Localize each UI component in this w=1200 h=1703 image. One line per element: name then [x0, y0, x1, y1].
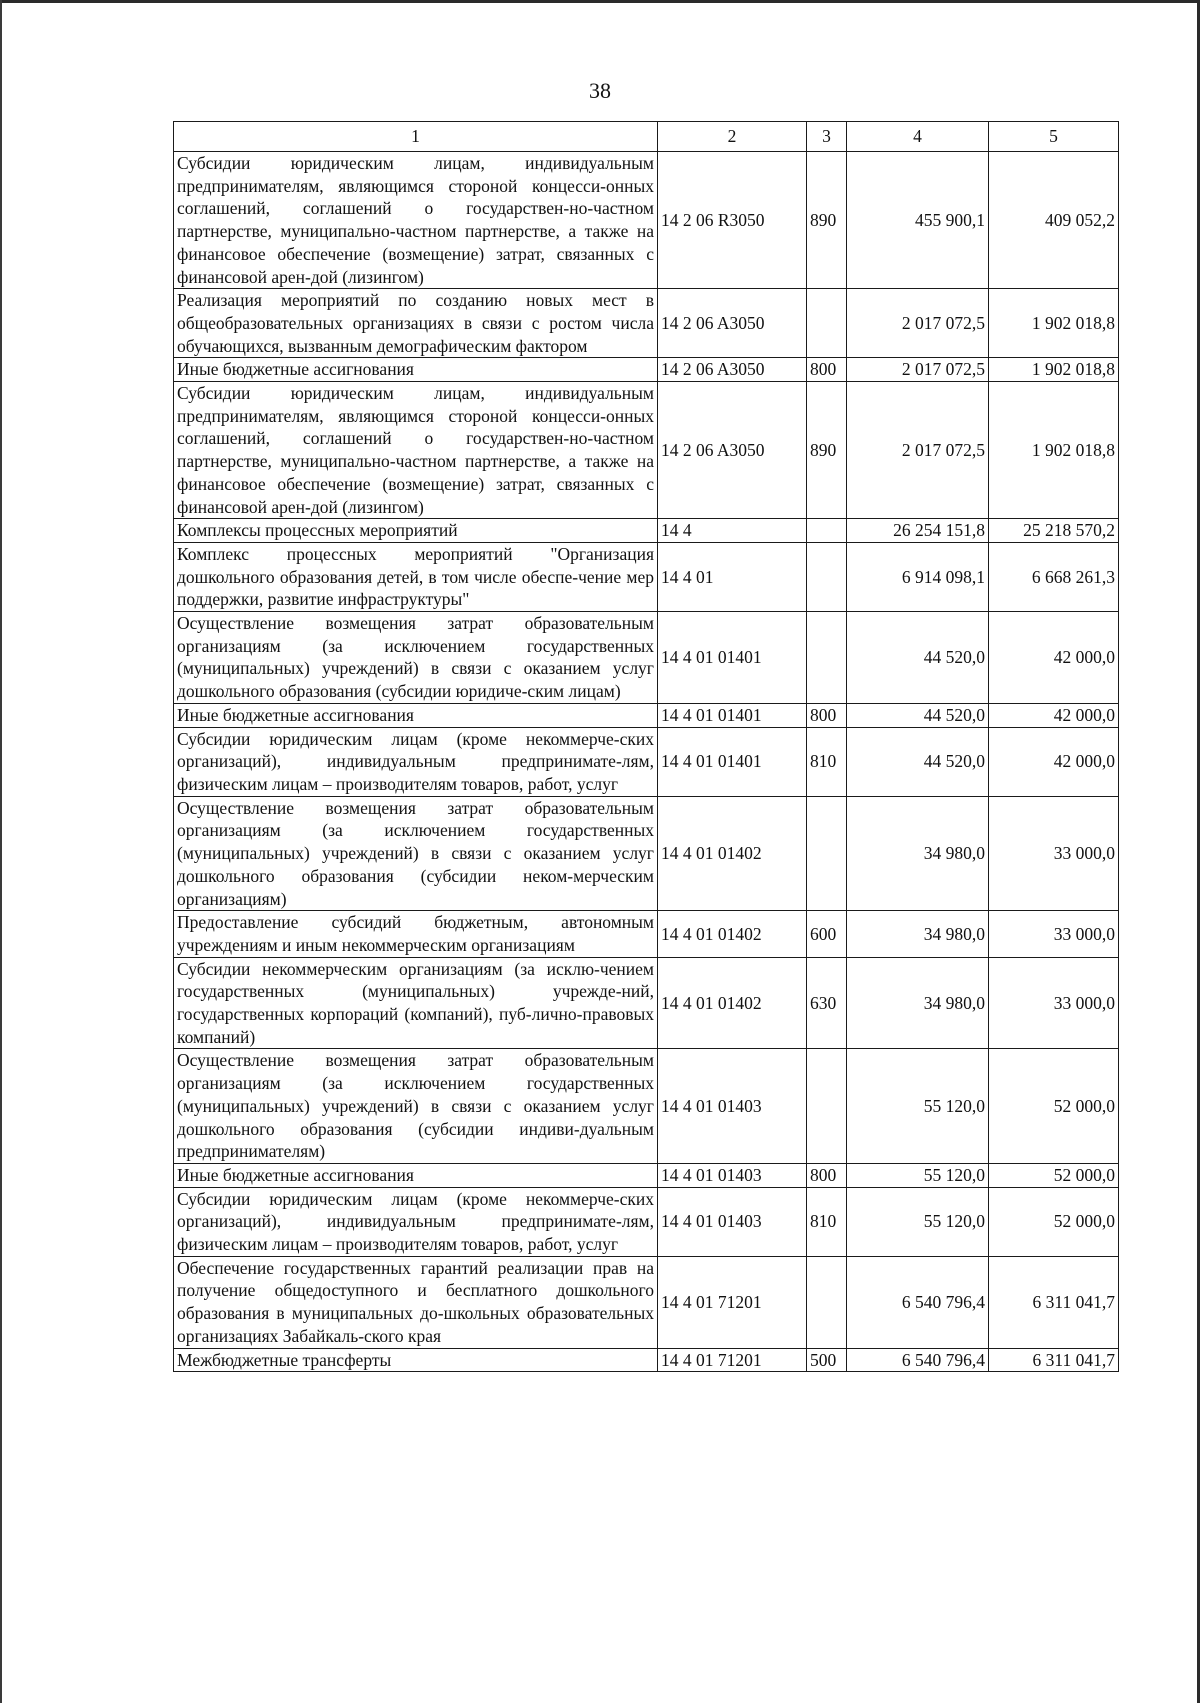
- row-expense-type: [807, 519, 847, 543]
- budget-table: [173, 121, 1119, 1372]
- table-row: [174, 1163, 1119, 1187]
- page-edge: [0, 0, 1200, 3]
- table-row: [174, 289, 1119, 358]
- row-code: 14 4: [658, 519, 807, 543]
- row-expense-type: 810: [807, 1187, 847, 1256]
- row-expense-type: [807, 542, 847, 611]
- table-row: [174, 1348, 1119, 1372]
- row-name: Осуществление возмещения затрат образовательным организациям (за исключением государственных (муниципальных) учреждений) в связи с оказанием услуг дошкольного образования (субсидии юридиче-ским лицам): [174, 612, 658, 704]
- table-row: [174, 1256, 1119, 1348]
- column-header: 2: [658, 122, 807, 152]
- row-value-year-2: 6 311 041,7: [989, 1348, 1119, 1372]
- row-name: Иные бюджетные ассигнования: [174, 1163, 658, 1187]
- row-code: 14 4 01 01403: [658, 1187, 807, 1256]
- row-value-year-1: 6 540 796,4: [847, 1256, 989, 1348]
- row-name: Комплекс процессных мероприятий "Организация дошкольного образования детей, в том числе обеспе-чение мер поддержки, развитие инфраструктуры": [174, 542, 658, 611]
- row-code: 14 4 01 01402: [658, 911, 807, 957]
- row-name: Субсидии юридическим лицам (кроме некоммерче-ских организаций), индивидуальным предпринимате-лям, физическим лицам – производителям товаров, работ, услуг: [174, 1187, 658, 1256]
- table-body: [174, 152, 1119, 1372]
- row-expense-type: 890: [807, 152, 847, 289]
- row-expense-type: [807, 1256, 847, 1348]
- row-expense-type: 600: [807, 911, 847, 957]
- row-name: Субсидии юридическим лицам, индивидуальным предпринимателям, являющимся стороной концесси-онных соглашений, соглашений о государствен-но-частном партнерстве, муниципально-частном партнерстве, а также на финансовое обеспечение (возмещение) затрат, связанных с финансовой арен-дой (лизингом): [174, 382, 658, 519]
- row-code: 14 4 01 01403: [658, 1049, 807, 1164]
- row-value-year-1: 2 017 072,5: [847, 358, 989, 382]
- table-row: [174, 382, 1119, 519]
- page-edge: [0, 0, 2, 1703]
- table-row: [174, 152, 1119, 289]
- row-code: 14 4 01 01401: [658, 727, 807, 796]
- row-value-year-2: 33 000,0: [989, 911, 1119, 957]
- row-value-year-1: 44 520,0: [847, 703, 989, 727]
- row-value-year-2: 6 668 261,3: [989, 542, 1119, 611]
- row-value-year-2: 42 000,0: [989, 727, 1119, 796]
- row-value-year-1: 55 120,0: [847, 1049, 989, 1164]
- row-value-year-2: 1 902 018,8: [989, 289, 1119, 358]
- table-header-row: [174, 122, 1119, 152]
- row-value-year-2: 42 000,0: [989, 612, 1119, 704]
- table-row: [174, 1187, 1119, 1256]
- row-name: Субсидии юридическим лицам (кроме некоммерче-ских организаций), индивидуальным предпринимате-лям, физическим лицам – производителям товаров, работ, услуг: [174, 727, 658, 796]
- row-code: 14 4 01 01402: [658, 957, 807, 1049]
- row-name: Субсидии юридическим лицам, индивидуальным предпринимателям, являющимся стороной концесси-онных соглашений, соглашений о государствен-но-частном партнерстве, муниципально-частном партнерстве, а также на финансовое обеспечение (возмещение) затрат, связанных с финансовой арен-дой (лизингом): [174, 152, 658, 289]
- column-header: 5: [989, 122, 1119, 152]
- row-expense-type: [807, 1049, 847, 1164]
- table-row: [174, 519, 1119, 543]
- row-name: Осуществление возмещения затрат образовательным организациям (за исключением государственных (муниципальных) учреждений) в связи с оказанием услуг дошкольного образования (субсидии индиви-дуальным предпринимателям): [174, 1049, 658, 1164]
- row-value-year-1: 6 914 098,1: [847, 542, 989, 611]
- column-header: 1: [174, 122, 658, 152]
- row-name: Субсидии некоммерческим организациям (за исклю-чением государственных (муниципальных) учрежде-ний, государственных корпораций (компаний), пуб-лично-правовых компаний): [174, 957, 658, 1049]
- row-code: 14 4 01 71201: [658, 1348, 807, 1372]
- row-value-year-2: 1 902 018,8: [989, 382, 1119, 519]
- row-code: 14 4 01 01402: [658, 796, 807, 911]
- table-row: [174, 1049, 1119, 1164]
- row-value-year-2: 25 218 570,2: [989, 519, 1119, 543]
- row-value-year-1: 55 120,0: [847, 1163, 989, 1187]
- row-expense-type: 810: [807, 727, 847, 796]
- row-value-year-1: 455 900,1: [847, 152, 989, 289]
- row-value-year-1: 34 980,0: [847, 911, 989, 957]
- row-value-year-2: 42 000,0: [989, 703, 1119, 727]
- table-row: [174, 358, 1119, 382]
- row-value-year-2: 52 000,0: [989, 1163, 1119, 1187]
- row-name: Иные бюджетные ассигнования: [174, 358, 658, 382]
- row-code: 14 2 06 R3050: [658, 152, 807, 289]
- row-value-year-1: 2 017 072,5: [847, 289, 989, 358]
- row-code: 14 4 01 01401: [658, 612, 807, 704]
- table-row: [174, 703, 1119, 727]
- table-row: [174, 796, 1119, 911]
- table-row: [174, 727, 1119, 796]
- row-expense-type: 890: [807, 382, 847, 519]
- row-code: 14 4 01: [658, 542, 807, 611]
- row-value-year-2: 52 000,0: [989, 1187, 1119, 1256]
- row-value-year-2: 6 311 041,7: [989, 1256, 1119, 1348]
- row-code: 14 4 01 71201: [658, 1256, 807, 1348]
- row-value-year-2: 33 000,0: [989, 957, 1119, 1049]
- row-code: 14 4 01 01403: [658, 1163, 807, 1187]
- row-value-year-1: 34 980,0: [847, 796, 989, 911]
- table-row: [174, 911, 1119, 957]
- row-value-year-1: 26 254 151,8: [847, 519, 989, 543]
- row-expense-type: [807, 612, 847, 704]
- row-value-year-1: 6 540 796,4: [847, 1348, 989, 1372]
- row-expense-type: 800: [807, 358, 847, 382]
- row-code: 14 2 06 A3050: [658, 382, 807, 519]
- row-name: Комплексы процессных мероприятий: [174, 519, 658, 543]
- row-code: 14 4 01 01401: [658, 703, 807, 727]
- table-row: [174, 612, 1119, 704]
- row-value-year-1: 34 980,0: [847, 957, 989, 1049]
- row-code: 14 2 06 A3050: [658, 358, 807, 382]
- page-number: 38: [589, 78, 611, 103]
- row-expense-type: [807, 796, 847, 911]
- row-value-year-1: 2 017 072,5: [847, 382, 989, 519]
- row-name: Межбюджетные трансферты: [174, 1348, 658, 1372]
- column-header: 4: [847, 122, 989, 152]
- column-header: 3: [807, 122, 847, 152]
- row-code: 14 2 06 A3050: [658, 289, 807, 358]
- row-value-year-1: 55 120,0: [847, 1187, 989, 1256]
- row-name: Предоставление субсидий бюджетным, автономным учреждениям и иным некоммерческим организациям: [174, 911, 658, 957]
- row-name: Иные бюджетные ассигнования: [174, 703, 658, 727]
- row-value-year-2: 33 000,0: [989, 796, 1119, 911]
- row-value-year-2: 409 052,2: [989, 152, 1119, 289]
- row-value-year-1: 44 520,0: [847, 612, 989, 704]
- row-expense-type: 500: [807, 1348, 847, 1372]
- row-name: Обеспечение государственных гарантий реализации прав на получение общедоступного и бесплатного дошкольного образования в муниципальных до-школьных образовательных организациях Забайкаль-ского края: [174, 1256, 658, 1348]
- row-value-year-2: 1 902 018,8: [989, 358, 1119, 382]
- row-value-year-1: 44 520,0: [847, 727, 989, 796]
- row-expense-type: [807, 289, 847, 358]
- table-row: [174, 542, 1119, 611]
- row-name: Осуществление возмещения затрат образовательным организациям (за исключением государственных (муниципальных) учреждений) в связи с оказанием услуг дошкольного образования (субсидии неком-мерческим организациям): [174, 796, 658, 911]
- row-expense-type: 800: [807, 703, 847, 727]
- table-row: [174, 957, 1119, 1049]
- row-name: Реализация мероприятий по созданию новых мест в общеобразовательных организациях в связи с ростом числа обучающихся, вызванным демографическим фактором: [174, 289, 658, 358]
- row-expense-type: 630: [807, 957, 847, 1049]
- row-expense-type: 800: [807, 1163, 847, 1187]
- row-value-year-2: 52 000,0: [989, 1049, 1119, 1164]
